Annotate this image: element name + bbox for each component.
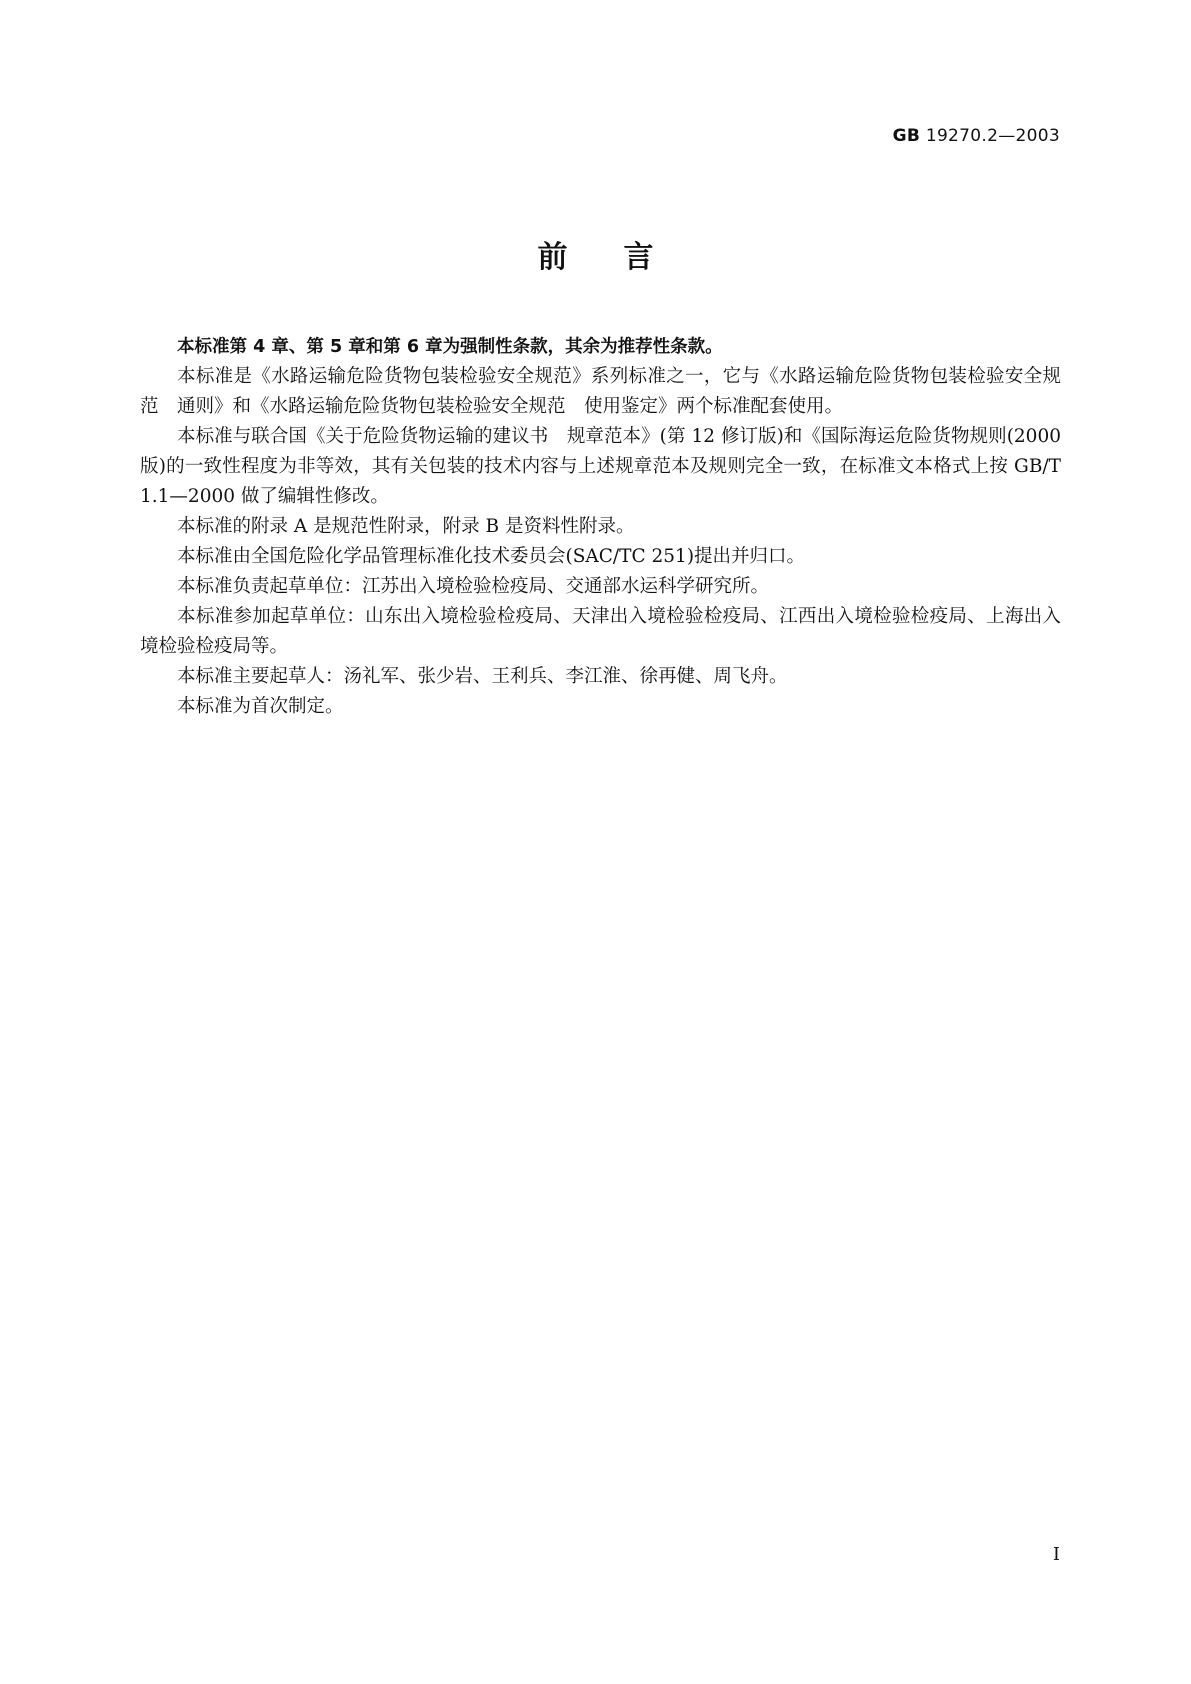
paragraph-proposer: 本标准由全国危险化学品管理标准化技术委员会(SAC/TC 251)提出并归口。 xyxy=(177,546,806,567)
paragraph-series: 本标准是《水路运输危险货物包装检验安全规范》系列标准之一，它与《水路运输危险货物包装检验安全规范 通则》和《水路运输危险货物包装检验安全规范 使用鉴定》两个标准配套使用。 xyxy=(140,366,1061,417)
paragraph-mandatory-clauses: 本标准第 4 章、第 5 章和第 6 章为强制性条款，其余为推荐性条款。 xyxy=(177,337,723,357)
paragraph-first-edition: 本标准为首次制定。 xyxy=(177,696,344,717)
standard-prefix: GB xyxy=(892,126,921,146)
standard-number: 19270.2—2003 xyxy=(925,126,1060,146)
paragraph-main-drafters: 本标准主要起草人：汤礼军、张少岩、王利兵、李江淮、徐再健、周飞舟。 xyxy=(177,666,788,687)
paragraph-consistency: 本标准与联合国《关于危险货物运输的建议书 规章范本》(第 12 修订版)和《国际海运危险货物规则(2000 版)的一致性程度为非等效，其有关包装的技术内容与上述规章范本及规则完全一致，在标准文本格式上按 GB/T 1.1—2000 做了编辑性修改。 xyxy=(140,426,1061,507)
paragraph-participating-drafters: 本标准参加起草单位：山东出入境检验检疫局、天津出入境检验检疫局、江西出入境检验检疫局、上海出入境检验检疫局等。 xyxy=(140,606,1061,657)
page-title: 前言 xyxy=(537,240,710,275)
page-number: I xyxy=(1052,1544,1060,1565)
paragraph-responsible-drafters: 本标准负责起草单位：江苏出入境检验检疫局、交通部水运科学研究所。 xyxy=(177,576,770,597)
paragraph-annexes: 本标准的附录 A 是规范性附录，附录 B 是资料性附录。 xyxy=(177,516,635,537)
foreword-body xyxy=(140,332,1061,722)
standard-code xyxy=(893,126,1060,146)
